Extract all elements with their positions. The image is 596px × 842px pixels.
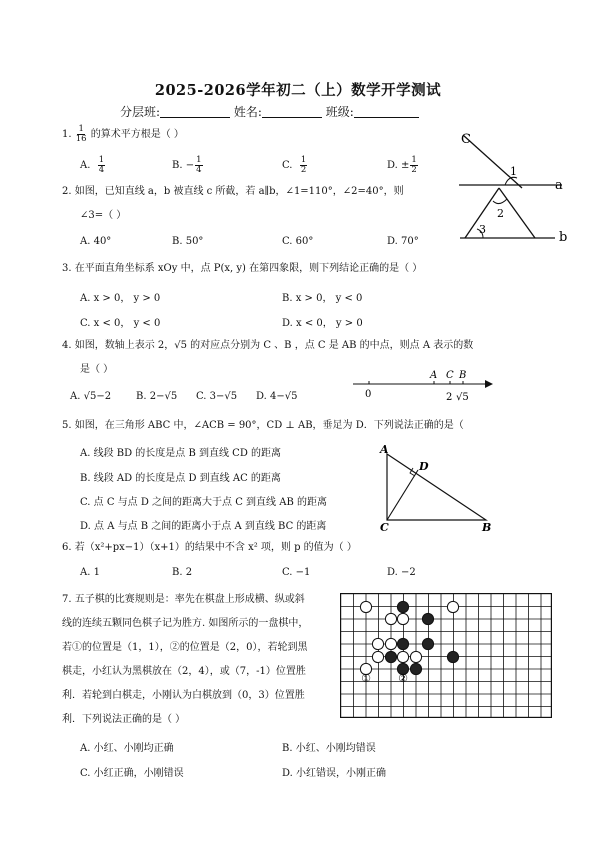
q1-stem: 1. $\frac{1}{16}$ 的算术平方根是（ ） [62, 124, 184, 144]
white-stone [397, 613, 408, 624]
q3-option-c[interactable]: C. x < 0， y < 0 [80, 318, 161, 329]
axis-point-c: C [446, 370, 454, 381]
black-stone [410, 663, 421, 674]
white-stone [385, 638, 396, 649]
q7-stem-line4: 棋走，小红认为黑棋放在（2，4），或（7，-1）位置胜 [62, 666, 306, 677]
black-stone [422, 638, 433, 649]
mark-2: ② [398, 672, 408, 685]
fig5-label-c: C [380, 521, 389, 532]
name-blank[interactable] [262, 105, 322, 118]
q2-option-d[interactable]: D. 70° [387, 236, 419, 247]
q7-option-a[interactable]: A. 小红、小刚均正确 [80, 743, 174, 754]
black-stone [397, 601, 408, 612]
q7-stem-line2: 线的连续五颗同色棋子记为胜方. 如图所示的一盘棋中， [62, 618, 309, 629]
white-stone [447, 601, 458, 612]
q7-stem-line5: 利．若轮到白棋走，小刚认为白棋放到（0，3）位置胜 [62, 690, 305, 701]
q4-option-a[interactable]: A. √5−2 [70, 391, 112, 402]
q7-stem-line6: 利．下列说法正确的是（ ） [62, 714, 186, 725]
q1-option-c[interactable]: C. $\frac{1}{2}$ [282, 155, 307, 175]
q2-figure-parallel-lines [455, 125, 580, 245]
q3-option-a[interactable]: A. x > 0， y > 0 [80, 293, 161, 304]
black-stone [447, 651, 458, 662]
q5-option-a[interactable]: A. 线段 BD 的长度是点 B 到直线 CD 的距离 [80, 448, 282, 459]
black-stone [397, 638, 408, 649]
q1-option-d[interactable]: D. ± $\frac{1}{2}$ [387, 155, 417, 175]
q4-number-line [345, 364, 495, 408]
q2-option-a[interactable]: A. 40° [80, 236, 112, 247]
q4-option-d[interactable]: D. 4−√5 [256, 391, 298, 402]
white-stone [410, 651, 421, 662]
axis-point-b: B [459, 370, 467, 381]
mark-1: ① [361, 672, 371, 685]
fig2-angle3: 3 [479, 223, 486, 236]
q7-stem-line1: 7. 五子棋的比赛规则是：率先在棋盘上形成横、纵或斜 [62, 594, 305, 605]
q5-stem: 5. 如图，在三角形 ABC 中，∠ACB = 90°，CD ⊥ AB，垂足为 D．下列说法正确的是（ [62, 420, 464, 431]
q4-option-c[interactable]: C. 3−√5 [196, 391, 238, 402]
q2-stem-line1: 2. 如图，已知直线 a，b 被直线 c 所截，若 a∥b，∠1=110°，∠2=40°，则 [62, 186, 404, 197]
black-stone [422, 613, 433, 624]
q5-option-c[interactable]: C. 点 C 与点 D 之间的距离大于点 C 到直线 AB 的距离 [80, 497, 327, 508]
q4-stem-line1: 4. 如图，数轴上表示 2，√5 的对应点分别为 C 、B ，点 C 是 AB 的中点，则点 A 表示的数 [62, 340, 474, 351]
fig2-label-c: C [461, 132, 471, 147]
student-info-header [120, 103, 419, 120]
white-stone [372, 651, 383, 662]
fig5-label-d: D [419, 460, 429, 473]
fig2-label-a: a [555, 178, 563, 193]
q1-option-b[interactable]: B. − $\frac{1}{4}$ [172, 155, 202, 175]
q4-option-b[interactable]: B. 2−√5 [136, 391, 178, 402]
q6-option-a[interactable]: A. 1 [80, 567, 100, 578]
q3-option-d[interactable]: D. x < 0， y > 0 [282, 318, 363, 329]
q7-gomoku-board [340, 593, 552, 718]
white-stone [385, 613, 396, 624]
q3-option-b[interactable]: B. x > 0， y < 0 [282, 293, 363, 304]
exam-title: 2025-2026学年初二（上）数学开学测试 [154, 82, 442, 99]
q4-stem-line2: 是（ ） [80, 364, 114, 375]
class-blank[interactable] [160, 105, 230, 118]
fig2-angle2: 2 [497, 207, 504, 220]
q6-option-b[interactable]: B. 2 [172, 567, 193, 578]
q6-option-c[interactable]: C. −1 [282, 567, 311, 578]
q7-option-b[interactable]: B. 小红、小刚均错误 [282, 743, 376, 754]
q2-stem-line2: ∠3=（ ） [80, 210, 127, 221]
q7-option-c[interactable]: C. 小红正确，小刚错误 [80, 768, 184, 779]
fig2-label-b: b [559, 230, 568, 245]
q2-option-c[interactable]: C. 60° [282, 236, 314, 247]
q5-triangle-figure [375, 442, 500, 532]
q7-stem-line3: 若①的位置是（1，1），②的位置是（2，0），若轮到黑 [62, 642, 308, 653]
q2-option-b[interactable]: B. 50° [172, 236, 204, 247]
grade-label: 班级: [325, 105, 354, 119]
fig2-angle1: 1 [510, 165, 517, 178]
white-stone [360, 601, 371, 612]
q6-stem: 6. 若（x²+px−1）（x+1）的结果中不含 x² 项，则 p 的值为（ ） [62, 542, 357, 553]
q5-option-b[interactable]: B. 线段 AD 的长度是点 D 到直线 AC 的距离 [80, 473, 281, 484]
fig5-label-a: A [380, 443, 389, 456]
name-label: 姓名: [233, 105, 262, 119]
white-stone [397, 651, 408, 662]
grade-blank[interactable] [354, 105, 419, 118]
axis-zero: 0 [365, 389, 372, 400]
q6-option-d[interactable]: D. −2 [387, 567, 416, 578]
q1-option-a[interactable]: A. $\frac{1}{4}$ [80, 155, 105, 175]
fig5-label-b: B [482, 521, 492, 532]
axis-two: 2 [446, 392, 453, 403]
black-stone [385, 651, 396, 662]
class-label: 分层班: [120, 105, 161, 119]
white-stone [372, 638, 383, 649]
axis-point-a: A [430, 370, 438, 381]
q7-option-d[interactable]: D. 小红错误，小刚正确 [282, 768, 387, 779]
q3-stem: 3. 在平面直角坐标系 xOy 中，点 P(x, y) 在第四象限，则下列结论正确的是（ ） [62, 263, 423, 274]
q5-option-d[interactable]: D. 点 A 与点 B 之间的距离小于点 A 到直线 BC 的距离 [80, 521, 327, 532]
axis-root5: √5 [456, 392, 469, 403]
